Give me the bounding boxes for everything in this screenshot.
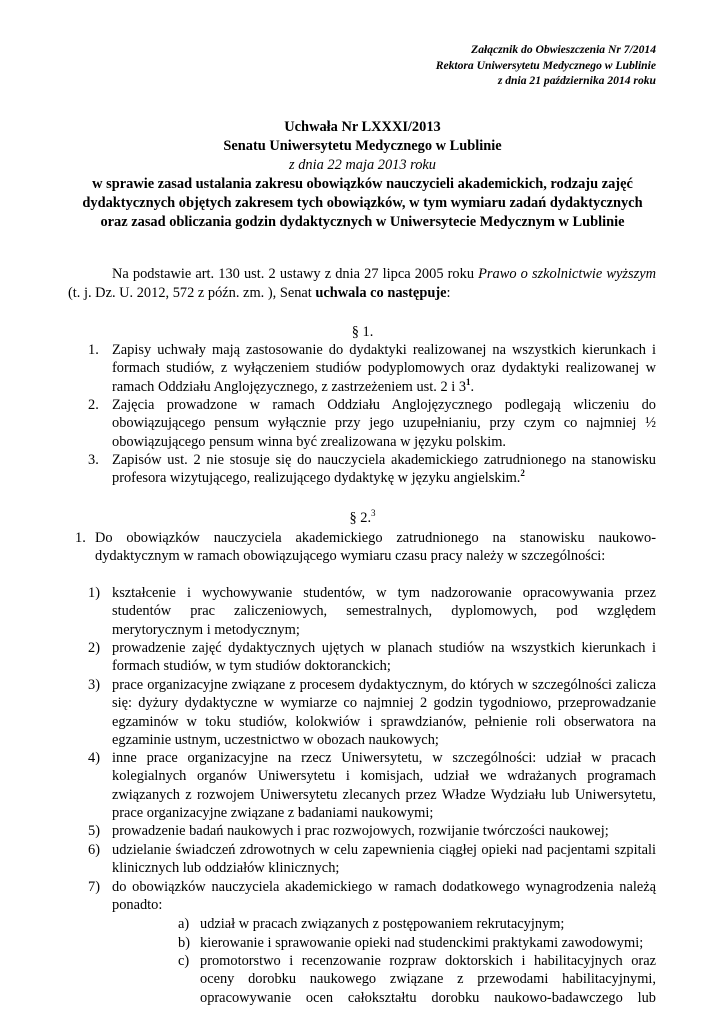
resolution-number: Uchwała Nr LXXXI/2013 — [284, 119, 441, 135]
duty-subitem-c — [178, 952, 656, 1007]
resolves-phrase: uchwala co następuje — [315, 284, 447, 301]
item-text: kierowanie i sprawowanie opieki nad studenckimi praktykami zawodowymi; — [200, 935, 644, 951]
section-1-item-3 — [88, 451, 656, 488]
item-number: 5) — [88, 823, 100, 839]
resolution-title — [40, 118, 685, 232]
duty-item-6 — [88, 841, 656, 878]
item-text: inne prace organizacyjne na rzecz Uniwersytetu, w szczególności: udział w pracach kolegialnych organów Uniwersytetu i komisjach, udział we wdrażanych programach związanych z rozwojem Uniwersytetu zlecanych przez Władze Wydziału lub Uniwersytetu, prace organizacyjne związane z badaniami naukowymi; — [112, 750, 656, 822]
duty-item-5 — [88, 822, 672, 840]
legal-basis-paragraph — [68, 265, 656, 302]
law-title: Prawo o szkolnictwie wyższym — [478, 266, 656, 282]
duty-item-4 — [88, 749, 656, 823]
resolution-date: z dnia 22 maja 2013 roku — [289, 157, 436, 173]
legal-basis-citation: (t. j. Dz. U. 2012, 572 z późn. zm. ), Senat — [68, 284, 316, 301]
item-number: 4) — [88, 750, 100, 766]
legal-basis-text: Na podstawie art. 130 ust. 2 ustawy z dnia 27 lipca 2005 roku — [112, 266, 479, 282]
section-1-item-2 — [88, 396, 656, 451]
item-number: 6) — [88, 842, 100, 858]
item-number: 3. — [88, 452, 99, 468]
item-number: 1. — [88, 342, 99, 358]
item-number: 7) — [88, 879, 100, 895]
item-end: . — [470, 378, 475, 395]
footnote-ref-1: 1 — [466, 377, 471, 388]
annex-header — [436, 42, 656, 89]
item-text: Zapisy uchwały mają zastosowanie do dydaktyki realizowanej na wszystkich kierunkach i formach studiów, z wyłączeniem studiów podyplomowych oraz dydaktyki realizowanej w ramach Oddziału Anglojęzycznego, z zastrzeżeniem ust. 2 i 3 — [112, 342, 656, 395]
subject-line-1: w sprawie zasad ustalania zakresu obowiązków nauczycieli akademickich, rodzaju zajęć — [92, 176, 633, 192]
item-text: promotorstwo i recenzowanie rozpraw doktorskich i habilitacyjnych oraz oceny dorobku naukowego związane z przewodami habilitacyjnymi, opracowywanie ocen całokształtu dorobku naukowo-badawczego lub — [200, 953, 656, 1006]
section-2-intro — [75, 529, 656, 566]
section-2-heading-text: § 2. — [349, 510, 372, 526]
item-text: do obowiązków nauczyciela akademickiego w ramach dodatkowego wynagrodzenia należą ponadto: — [112, 879, 656, 914]
item-text: prowadzenie zajęć dydaktycznych ujętych w planach studiów na wszystkich kierunkach i formach studiów, w tym studiów doktoranckich; — [112, 640, 656, 675]
item-number: 1) — [88, 585, 100, 601]
subject-line-2: dydaktycznych objętych zakresem tych obowiązków, w tym wymiaru zadań dydaktycznych — [82, 195, 643, 211]
annex-line-2: Rektora Uniwersytetu Medycznego w Lublinie — [435, 58, 656, 72]
item-text: Zajęcia prowadzone w ramach Oddziału Anglojęzycznego podlegają wliczeniu do obowiązującego pensum wyłącznie przy jego uzupełnianiu, przy czym co najmniej ½ obowiązującego pensum winna być zrealizowana w języku polskim. — [112, 397, 656, 450]
item-number: 2) — [88, 640, 100, 656]
item-number: 3) — [88, 677, 100, 693]
item-text: Zapisów ust. 2 nie stosuje się do nauczyciela akademickiego zatrudnionego na stanowisku profesora wizytującego, realizującego dydaktykę w języku angielskim. — [112, 452, 656, 487]
item-text: Do obowiązków nauczyciela akademickiego zatrudnionego na stanowisku naukowo-dydaktycznym w ramach obowiązującego wymiaru czasu pracy należy w szczególności: — [95, 530, 656, 565]
duty-subitem-b — [178, 934, 660, 952]
annex-line-3: z dnia 21 października 2014 roku — [497, 74, 656, 88]
section-1-item-1 — [88, 341, 656, 396]
section-1-heading: § 1. — [351, 324, 374, 340]
item-text: udzielanie świadczeń zdrowotnych w celu zapewnienia ciągłej opieki nad pacjentami szpitali klinicznych lub oddziałów klinicznych; — [112, 842, 656, 877]
footnote-ref-3: 3 — [371, 508, 376, 519]
footnote-ref-2: 2 — [520, 468, 525, 479]
item-text: udział w pracach związanych z postępowaniem rekrutacyjnym; — [200, 916, 565, 932]
item-number: b) — [178, 935, 190, 951]
annex-line-1: Załącznik do Obwieszczenia Nr 7/2014 — [471, 43, 656, 56]
duty-item-2 — [88, 639, 656, 676]
item-number: 2. — [88, 397, 99, 413]
duty-item-7 — [88, 878, 656, 915]
item-number: a) — [178, 916, 190, 932]
duty-subitem-a — [178, 915, 656, 933]
duty-item-3 — [88, 676, 656, 750]
item-number: c) — [178, 953, 190, 969]
item-text: kształcenie i wychowywanie studentów, w tym nadzorowanie opracowywania przez studentów prac zaliczeniowych, semestralnych, dyplomowych, pod względem merytorycznym i metodycznym; — [112, 585, 656, 638]
item-number: 1. — [75, 530, 86, 546]
section-2-heading — [0, 509, 725, 527]
item-text: prace organizacyjne związane z procesem dydaktycznym, do których w szczególności zalicza się: dyżury dydaktyczne w wymiarze co najmniej 2 godzin tygodniowo, przeprowadzanie egzaminów w toku studiów, kolokwiów i sprawdzianów, pełnienie roli obserwatora na egzaminie ustnym, uczestnictwo w obozach naukowych; — [112, 677, 656, 749]
resolves-colon: : — [446, 284, 451, 301]
subject-line-3: oraz zasad obliczania godzin dydaktycznych w Uniwersytecie Medycznym w Lublinie — [100, 214, 625, 230]
duty-item-1 — [88, 584, 656, 639]
item-text: prowadzenie badań naukowych i prac rozwojowych, rozwijanie twórczości naukowej; — [112, 823, 609, 839]
senate-name: Senatu Uniwersytetu Medycznego w Lublinie — [223, 138, 502, 154]
